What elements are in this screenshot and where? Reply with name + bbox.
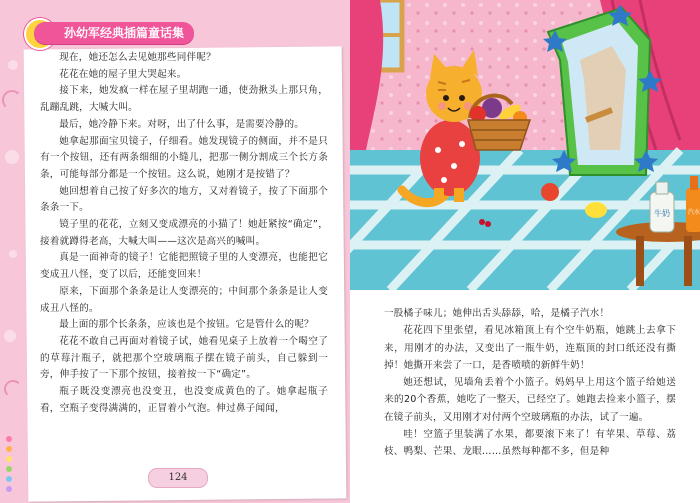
paragraph: 最上面的那个长条条，应该也是个按钮。它是管什么的呢？ — [59, 319, 314, 331]
paragraph: 她回想着自己按了好多次的地方，又对着镜子，按了下面那个条条一下。 — [40, 185, 328, 214]
paragraph: 真是一面神奇的镜子！它能把照镜子里的人变漂亮，也能把它变成丑八怪，变了以后，还能变回来！ — [40, 252, 328, 281]
page-number: 124 — [168, 472, 188, 483]
lemon-on-floor — [585, 202, 607, 218]
paragraph: 花花不敢自己再面对着镜子试，她看见桌子上放着一个喝空了的草莓汁瓶子，就把那个空玻璃瓶子摆在镜子前头，自己躲到一旁，伸手按了一下那个按钮，接着按一下“确定”。 — [40, 335, 328, 381]
paragraph: 原来，下面那个条条是让人变漂亮的；中间那个条条是让人变成丑八怪的。 — [40, 285, 328, 314]
story-illustration — [350, 0, 700, 290]
paragraph: 一股橘子味儿；她伸出舌头舔舔，哈，是橘子汽水！ — [384, 308, 610, 319]
paragraph: 镜子里的花花，立刻又变成漂亮的小猫了！她赶紧按“确定”，接着就蹲得老高，大喊大叫——这次是高兴的喊叫。 — [40, 219, 328, 247]
paragraph: 接下来，她发疯一样在屋子里胡跑一通，使劲揪头上那只角，乱蹦乱跳，大喊大叫。 — [40, 85, 328, 114]
right-page-text — [384, 305, 676, 461]
milk-bottle-label: 牛奶 — [654, 209, 670, 218]
left-page-text — [40, 50, 328, 417]
paragraph: 她还想试，见墙角丢着个小篮子。妈妈早上用这个篮子给她送来的20个香蕉，她吃了一整天，已经空了。她跑去捡来小篮子，摆在镜子前头，又用刚才对付两个空玻璃瓶的办法，试了一遍。 — [384, 377, 676, 423]
cherry-on-floor — [479, 219, 485, 225]
paragraph: 她拿起那面宝贝镜子，仔细看。她发现镜子的侧面，并不是只有一个按钮，还有两条细细的小缝儿，把那一侧分割成三个长方条条，可能每部分都是一个按钮。这么说，她刚才是按错了？ — [40, 135, 328, 180]
orange-on-floor — [541, 183, 559, 201]
series-title: 孙幼军经典插篇童话集 — [34, 22, 194, 44]
decorative-swirl — [2, 90, 22, 110]
side-color-dots — [6, 436, 14, 496]
page-number-badge — [148, 468, 208, 488]
right-page — [350, 0, 700, 503]
paragraph: 最后，她冷静下来。对呀，出了什么事，是需要冷静的。 — [59, 118, 305, 130]
paragraph: 哇！空篮子里装满了水果，都要滚下来了！有苹果、草莓、荔枝、鸭梨、芒果、龙眼……虽然每种都不多，但是种 — [384, 429, 676, 458]
soda-bottle-label: 汽水 — [687, 209, 700, 216]
paragraph: 花花四下里张望，看见冰箱顶上有个空牛奶瓶，她跳上去拿下来，用刚才的办法，又变出了一瓶牛奶，连瓶顶的封口纸还没有撕掉！她撕开来尝了一口，是香喷喷的新鲜牛奶！ — [384, 325, 676, 371]
paragraph: 花花在她的屋子里大哭起来。 — [59, 68, 187, 80]
decorative-swirl — [4, 380, 22, 398]
paragraph: 瓶子既没变漂亮也没变丑，也没变成黄色的了。她拿起瓶子看，空瓶子变得满满的，正冒着小气泡。伸过鼻子闻闻， — [40, 386, 328, 414]
paragraph: 现在，她还怎么去见她那些同伴呢？ — [59, 52, 216, 63]
